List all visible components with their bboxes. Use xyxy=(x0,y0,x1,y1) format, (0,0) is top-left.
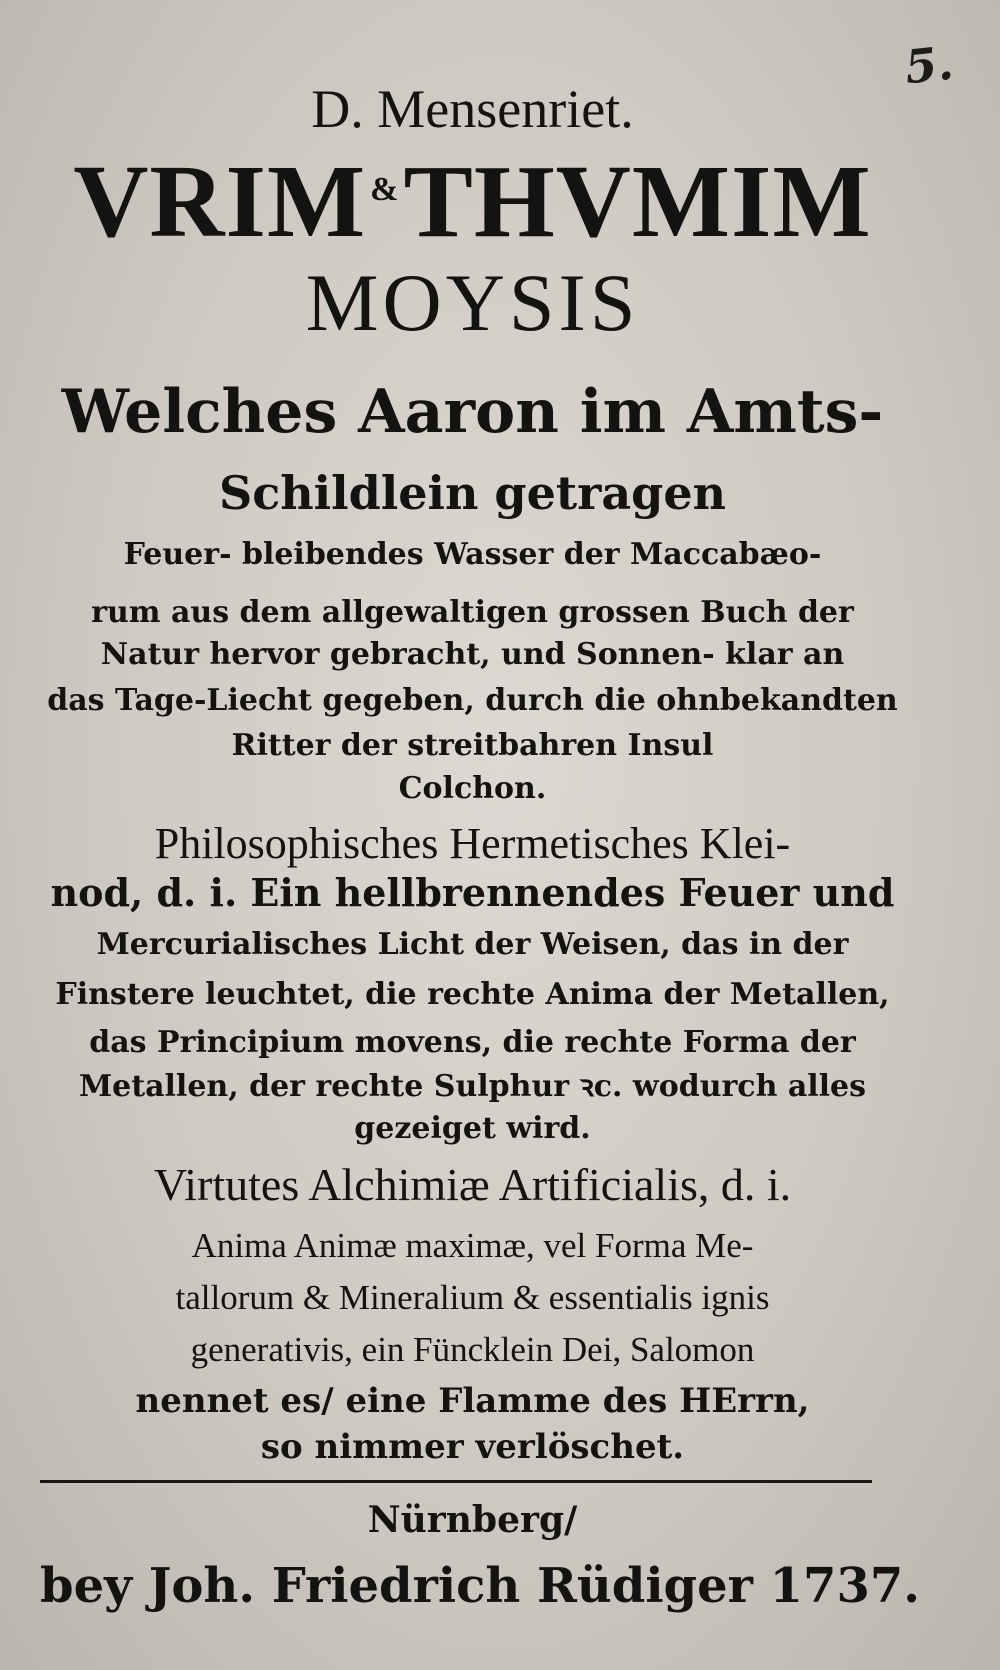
imprint-place: Nürnberg/ xyxy=(367,1499,578,1541)
subtitle-line2: Schildlein getragen xyxy=(218,466,727,520)
section-heading-line: nod, d. i. Ein hellbrennendes Feuer und xyxy=(50,870,895,915)
subtitle-line1: Welches Aaron im Amts- xyxy=(61,377,884,447)
title-ampersand: & xyxy=(370,171,400,208)
text-line: Metallen, der rechte Sulphur ꝛc. wodurch alles xyxy=(78,1069,867,1104)
title-word-thvmim: THVMIM xyxy=(403,144,872,259)
text-line: Finstere leuchtet, die rechte Anima der Metallen, xyxy=(55,977,890,1012)
text-line: Colchon. xyxy=(398,771,547,806)
text-line: gezeiget wird. xyxy=(354,1111,591,1146)
text-line: rum aus dem allgewaltigen grossen Buch der xyxy=(91,595,854,630)
text-line: Feuer- bleibendes Wasser der Maccabæo- xyxy=(123,537,822,572)
text-line: das Principium movens, die rechte Forma der xyxy=(89,1025,856,1060)
text-line: so nimmer verlöschet. xyxy=(260,1427,685,1467)
text-line: Natur hervor gebracht, und Sonnen- klar an xyxy=(100,637,845,672)
section-heading-line: Philosophisches Hermetisches Klei- xyxy=(154,819,791,868)
text-line: Anima Animæ maximæ, vel Forma Me- xyxy=(191,1226,754,1265)
author-line: D. Mensenriet. xyxy=(311,79,634,139)
text-line: tallorum & Mineralium & essentialis ignis xyxy=(175,1278,770,1317)
text-line: Mercurialisches Licht der Weisen, das in der xyxy=(96,927,849,962)
text-line: generativis, ein Füncklein Dei, Salomon xyxy=(190,1330,755,1369)
imprint-publisher-line: bey Joh. Friedrich Rüdiger 1737. xyxy=(40,1558,920,1614)
text-line: das Tage-Liecht gegeben, durch die ohnbekandten xyxy=(47,683,898,718)
text-line: nennet es/ eine Flamme des HErrn, xyxy=(135,1381,810,1421)
page-number: 5. xyxy=(902,35,956,95)
horizontal-rule xyxy=(40,1480,872,1483)
section-heading-line: Virtutes Alchimiæ Artificialis, d. i. xyxy=(153,1159,792,1210)
text-line: Ritter der streitbahren Insul xyxy=(231,728,714,763)
main-title-line2: MOYSIS xyxy=(305,257,640,348)
main-title-line1 xyxy=(40,144,905,259)
title-word-vrim: VRIM xyxy=(73,144,367,259)
